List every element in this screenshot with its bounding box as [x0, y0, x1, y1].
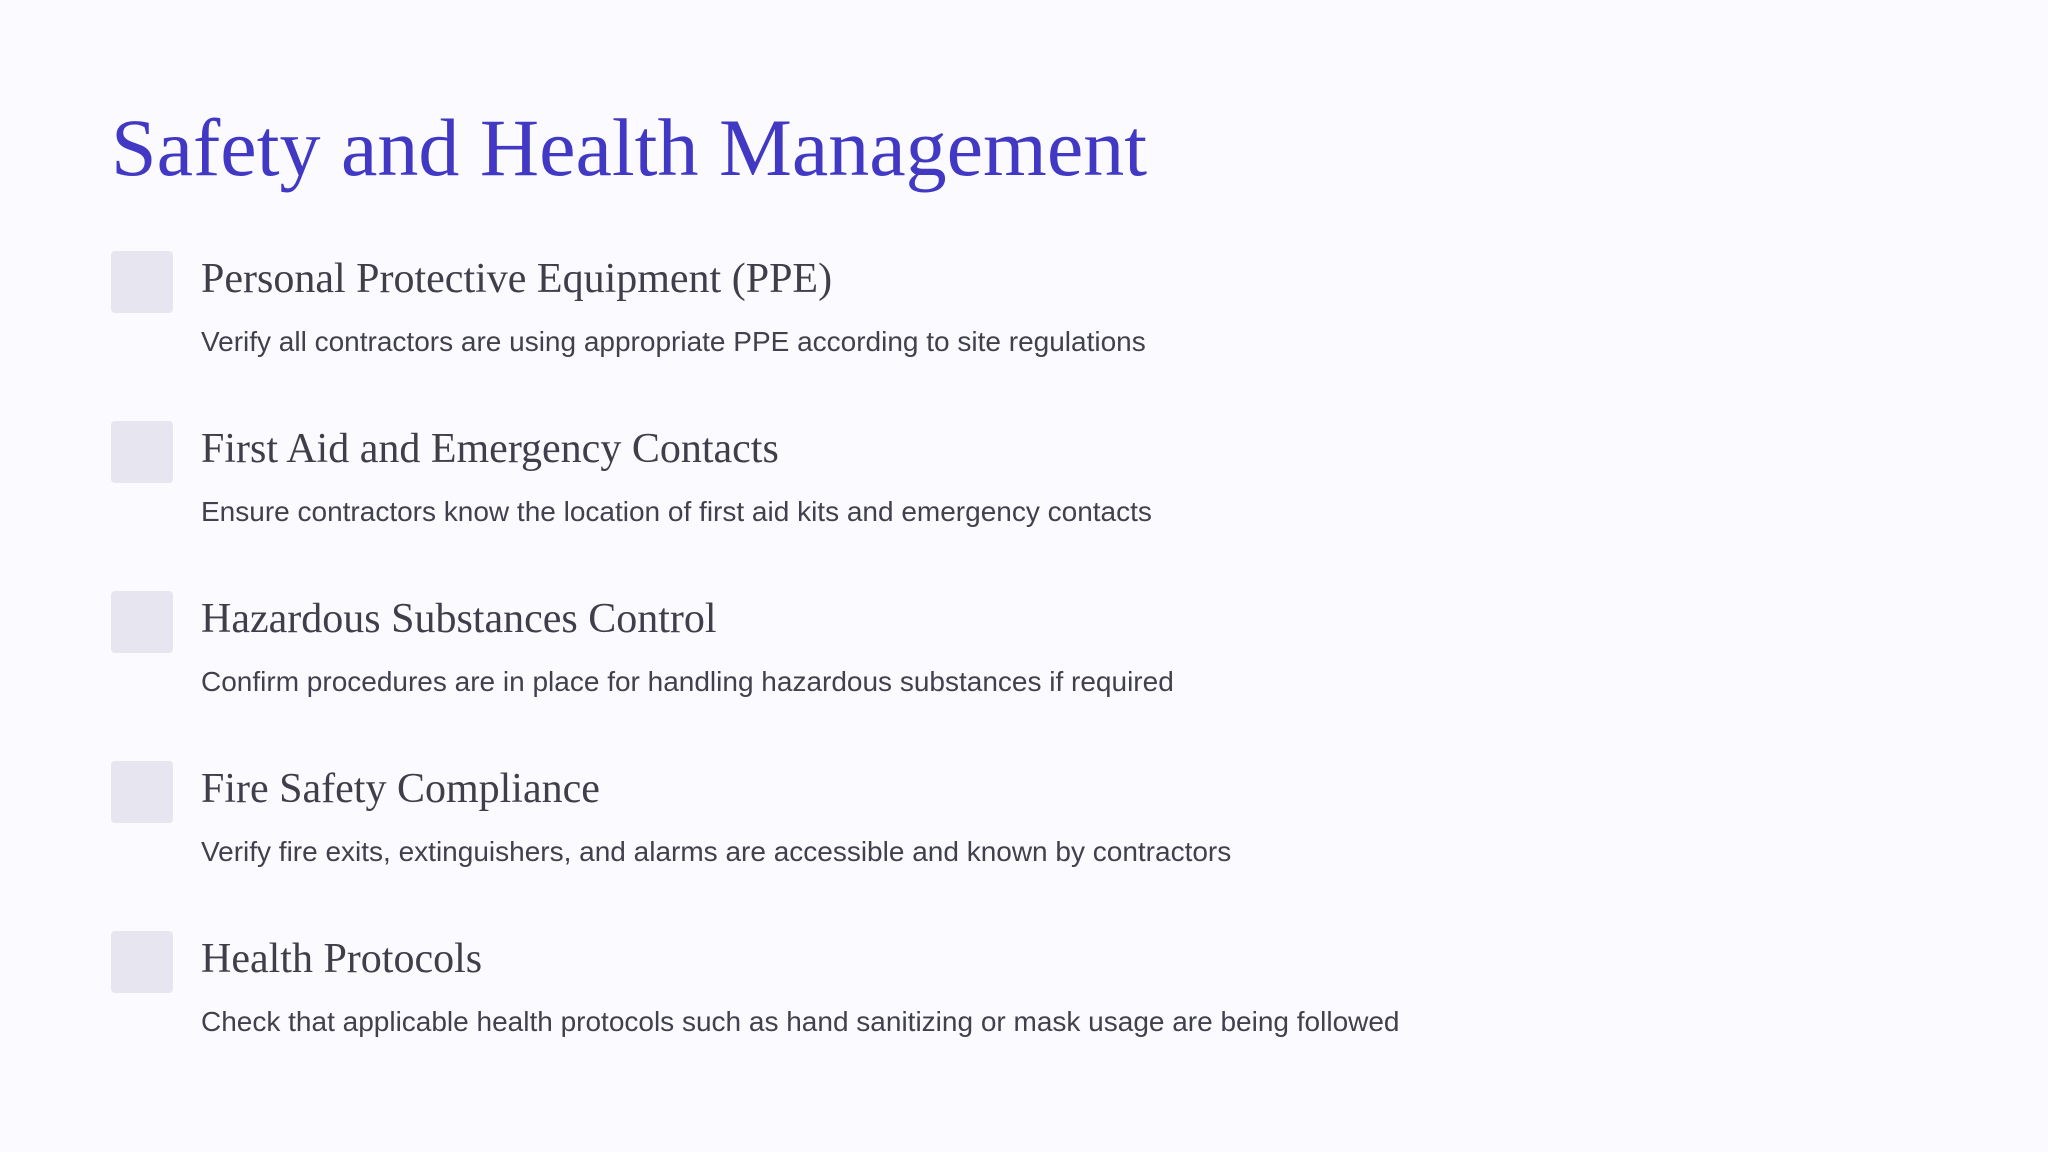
checklist-item-first-aid: [111, 420, 1811, 590]
checkbox[interactable]: [111, 421, 173, 483]
checklist-item-description: Check that applicable health protocols such as hand sanitizing or mask usage are being followed: [201, 1006, 1400, 1037]
checklist-item-description: Verify fire exits, extinguishers, and alarms are accessible and known by contractors: [201, 836, 1232, 867]
checkbox[interactable]: [111, 251, 173, 313]
checkbox[interactable]: [111, 761, 173, 823]
checklist-item-title: First Aid and Emergency Contacts: [201, 426, 779, 472]
checklist-item-hazardous-substances: [111, 590, 1811, 760]
page-title: Safety and Health Management: [111, 102, 1148, 193]
checklist-item-title: Hazardous Substances Control: [201, 596, 717, 642]
checklist-item-health-protocols: [111, 930, 1811, 1100]
checkbox[interactable]: [111, 591, 173, 653]
checklist-item-title: Health Protocols: [201, 936, 483, 982]
checklist-item-ppe: [111, 250, 1811, 420]
checklist-item-title: Fire Safety Compliance: [201, 766, 600, 812]
checklist: [111, 250, 1811, 1100]
checklist-item-description: Ensure contractors know the location of first aid kits and emergency contacts: [201, 496, 1152, 527]
checkbox[interactable]: [111, 931, 173, 993]
checklist-item-title: Personal Protective Equipment (PPE): [201, 256, 833, 302]
checklist-item-fire-safety: [111, 760, 1811, 930]
checklist-item-description: Confirm procedures are in place for handling hazardous substances if required: [201, 666, 1174, 697]
checklist-item-description: Verify all contractors are using appropriate PPE according to site regulations: [201, 326, 1146, 357]
